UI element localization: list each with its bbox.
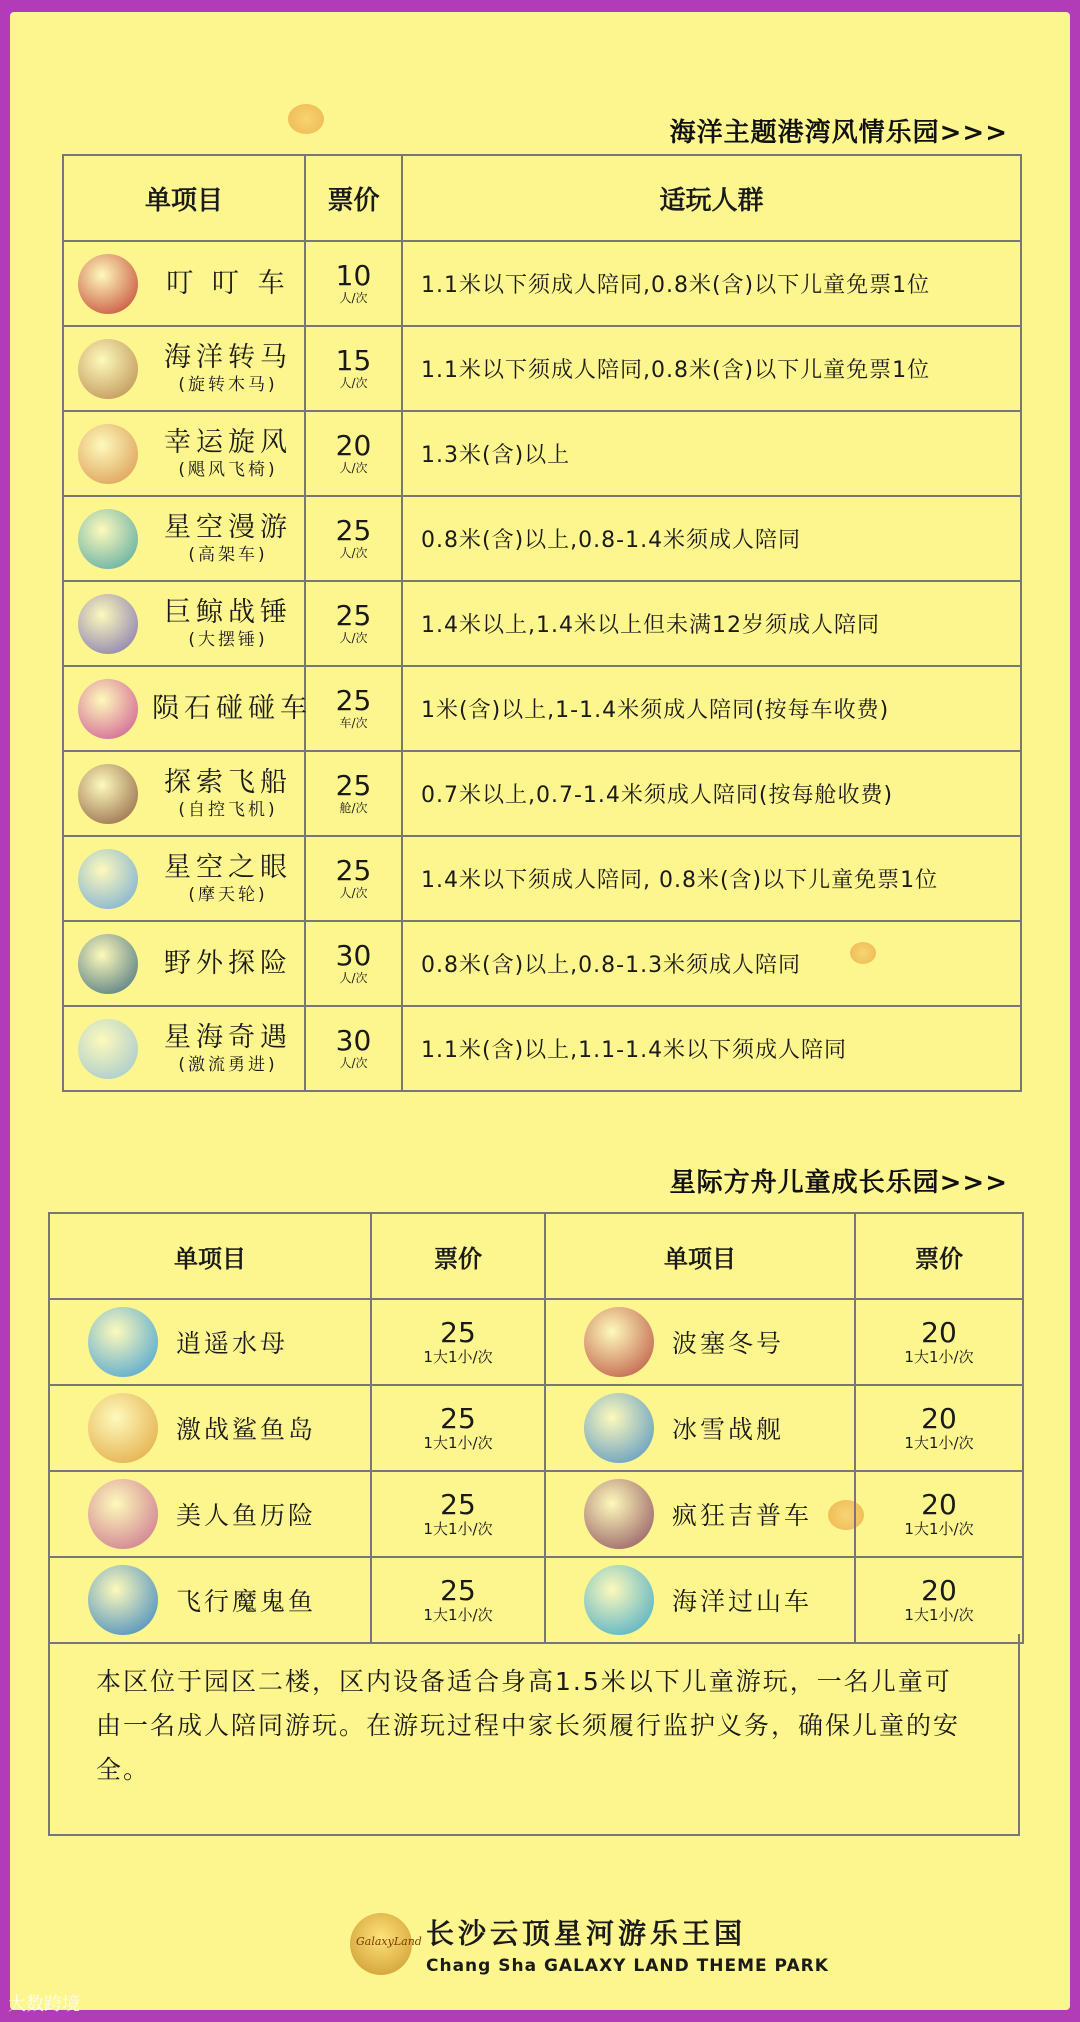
audience-cell: 0.8米(含)以上,0.8-1.3米须成人陪同 [402, 921, 1021, 1006]
ride-photo-icon [78, 934, 138, 994]
ride-name: 幸运旋风 [164, 426, 292, 458]
price-cell [855, 1557, 1023, 1643]
price-value: 25 [335, 598, 372, 632]
table-row [63, 1006, 1021, 1091]
ride-name: 巨鲸战锤 [164, 596, 292, 628]
ride-cell [49, 1557, 371, 1643]
table-row [63, 496, 1021, 581]
price-value: 25 [335, 683, 372, 717]
table-row [63, 411, 1021, 496]
price-value: 30 [335, 938, 372, 972]
ride-photo-icon [78, 254, 138, 314]
table-row [63, 921, 1021, 1006]
ride-photo-icon [88, 1565, 158, 1635]
header-price: 票价 [855, 1213, 1023, 1299]
table-row [63, 326, 1021, 411]
price-cell [371, 1299, 545, 1385]
ride-name: 野外探险 [164, 947, 292, 979]
price-cell [305, 921, 402, 1006]
ride-cell [63, 836, 305, 921]
price-value: 20 [921, 1402, 957, 1435]
ride-name: 飞行魔鬼鱼 [176, 1587, 317, 1616]
ride-photo-icon [78, 424, 138, 484]
ride-photo-icon [584, 1565, 654, 1635]
ride-name: 海洋转马 [164, 341, 292, 373]
header-price: 票价 [371, 1213, 545, 1299]
ride-cell [63, 666, 312, 751]
audience-cell: 1米(含)以上,1-1.4米须成人陪同(按每车收费) [402, 666, 1021, 751]
ride-alias: (摩天轮) [188, 884, 268, 905]
ride-name: 星海奇遇 [164, 1021, 292, 1053]
price-value: 15 [335, 343, 372, 377]
price-value: 20 [335, 428, 372, 462]
table-row [49, 1557, 1023, 1643]
audience-cell: 1.4米以上,1.4米以上但未满12岁须成人陪同 [402, 581, 1021, 666]
ride-photo-icon [78, 849, 138, 909]
audience-cell: 1.1米以下须成人陪同,0.8米(含)以下儿童免票1位 [402, 326, 1021, 411]
ride-cell [545, 1557, 855, 1643]
price-unit: 舱/次 [339, 800, 368, 815]
ride-name: 疯狂吉普车 [672, 1501, 813, 1530]
price-unit: 1大1小/次 [423, 1606, 493, 1624]
price-unit: 1大1小/次 [904, 1348, 974, 1366]
ride-photo-icon [88, 1307, 158, 1377]
audience-cell: 1.4米以下须成人陪同, 0.8米(含)以下儿童免票1位 [402, 836, 1021, 921]
ride-name: 逍遥水母 [176, 1329, 289, 1358]
price-value: 25 [440, 1488, 476, 1521]
galaxy-land-logo: GalaxyLand [350, 1913, 412, 1975]
park-name-en: Chang Sha GALAXY LAND THEME PARK [426, 1956, 829, 1976]
table-row [63, 666, 1021, 751]
ride-photo-icon [78, 679, 138, 739]
ride-cell [63, 411, 305, 496]
ride-photo-icon [78, 1019, 138, 1079]
audience-cell: 0.7米以上,0.7-1.4米须成人陪同(按每舱收费) [402, 751, 1021, 836]
price-value: 25 [440, 1402, 476, 1435]
table-row [63, 751, 1021, 836]
price-value: 25 [335, 513, 372, 547]
ride-name: 波塞冬号 [672, 1329, 785, 1358]
price-cell [855, 1299, 1023, 1385]
ride-name: 冰雪战舰 [672, 1415, 785, 1444]
price-unit: 1大1小/次 [904, 1520, 974, 1538]
ride-photo-icon [78, 764, 138, 824]
ride-name: 激战鲨鱼岛 [176, 1415, 317, 1444]
price-cell [305, 836, 402, 921]
ride-cell [63, 496, 305, 581]
price-cell [305, 411, 402, 496]
watermark: 大数跨境 [8, 1994, 80, 2015]
price-unit: 人/次 [339, 1055, 368, 1070]
price-cell [305, 581, 402, 666]
ride-alias: (自控飞机) [178, 799, 278, 820]
header-audience: 适玩人群 [402, 155, 1021, 241]
ride-photo-icon [78, 594, 138, 654]
ride-name: 星空漫游 [164, 511, 292, 543]
price-unit: 1大1小/次 [423, 1434, 493, 1452]
price-cell [855, 1471, 1023, 1557]
price-value: 20 [921, 1488, 957, 1521]
price-cell [371, 1557, 545, 1643]
price-value: 20 [921, 1574, 957, 1607]
ride-photo-icon [78, 509, 138, 569]
section-title-ocean: 海洋主题港湾风情乐园>>> [669, 118, 1008, 148]
price-value: 25 [440, 1574, 476, 1607]
price-cell [305, 1006, 402, 1091]
ride-alias: (激流勇进) [178, 1054, 278, 1075]
ride-cell [49, 1385, 371, 1471]
ride-photo-icon [584, 1307, 654, 1377]
price-cell [855, 1385, 1023, 1471]
price-cell [371, 1385, 545, 1471]
ride-cell [63, 1006, 305, 1091]
price-unit: 人/次 [339, 970, 368, 985]
audience-cell: 1.1米以下须成人陪同,0.8米(含)以下儿童免票1位 [402, 241, 1021, 326]
ride-cell [49, 1471, 371, 1557]
ride-name: 星空之眼 [164, 851, 292, 883]
table-header-row [63, 155, 1021, 241]
table-row [63, 241, 1021, 326]
table-row [49, 1471, 1023, 1557]
table-header-row [49, 1213, 1023, 1299]
park-name-cn: 长沙云顶星河游乐王国 [426, 1917, 747, 1950]
ride-name: 探索飞船 [164, 766, 292, 798]
ride-cell [63, 326, 305, 411]
table-row [49, 1385, 1023, 1471]
header-item: 单项目 [63, 155, 305, 241]
ride-cell [545, 1471, 855, 1557]
ride-alias: (飓风飞椅) [178, 459, 278, 480]
ride-photo-icon [584, 1479, 654, 1549]
header-item: 单项目 [49, 1213, 371, 1299]
ride-photo-icon [88, 1479, 158, 1549]
audience-cell: 1.1米(含)以上,1.1-1.4米以下须成人陪同 [402, 1006, 1021, 1091]
price-unit: 1大1小/次 [904, 1434, 974, 1452]
section-title-kids: 星际方舟儿童成长乐园>>> [669, 1168, 1008, 1198]
price-cell [305, 666, 402, 751]
price-cell [305, 751, 402, 836]
ride-cell [63, 751, 305, 836]
ride-name: 海洋过山车 [672, 1587, 813, 1616]
ride-cell [545, 1385, 855, 1471]
audience-cell: 1.3米(含)以上 [402, 411, 1021, 496]
price-value: 10 [335, 258, 372, 292]
notice-text: 本区位于园区二楼，区内设备适合身高1.5米以下儿童游玩，一名儿童可由一名成人陪同游玩。在游玩过程中家长须履行监护义务，确保儿童的安全。 [48, 1634, 1020, 1836]
price-unit: 1大1小/次 [904, 1606, 974, 1624]
price-unit: 人/次 [339, 290, 368, 305]
ride-name: 陨石碰碰车 [152, 692, 312, 724]
price-cell [371, 1471, 545, 1557]
ride-photo-icon [584, 1393, 654, 1463]
price-unit: 1大1小/次 [423, 1348, 493, 1366]
table-row [49, 1299, 1023, 1385]
kids-ticket-table [48, 1212, 1024, 1644]
ride-cell [63, 241, 305, 326]
price-cell [305, 241, 402, 326]
footer [350, 1912, 829, 1976]
ride-name: 叮 叮 车 [166, 267, 290, 299]
cartoon-mascot-icon [288, 104, 324, 134]
ride-photo-icon [78, 339, 138, 399]
ride-alias: (高架车) [188, 544, 268, 565]
price-unit: 1大1小/次 [423, 1520, 493, 1538]
ride-cell [49, 1299, 371, 1385]
ride-cell [63, 921, 305, 1006]
price-value: 25 [335, 853, 372, 887]
price-value: 25 [335, 768, 372, 802]
price-cell [305, 496, 402, 581]
price-unit: 人/次 [339, 545, 368, 560]
price-value: 25 [440, 1316, 476, 1349]
audience-cell: 0.8米(含)以上,0.8-1.4米须成人陪同 [402, 496, 1021, 581]
header-price: 票价 [305, 155, 402, 241]
price-value: 20 [921, 1316, 957, 1349]
price-unit: 人/次 [339, 630, 368, 645]
price-unit: 人/次 [339, 375, 368, 390]
ride-cell [545, 1299, 855, 1385]
ride-cell [63, 581, 305, 666]
price-unit: 人/次 [339, 885, 368, 900]
ride-alias: (大摆锤) [188, 629, 268, 650]
ride-alias: (旋转木马) [178, 374, 278, 395]
ocean-ticket-table [62, 154, 1022, 1092]
header-item: 单项目 [545, 1213, 855, 1299]
price-value: 30 [335, 1023, 372, 1057]
price-cell [305, 326, 402, 411]
ride-photo-icon [88, 1393, 158, 1463]
table-row [63, 836, 1021, 921]
price-unit: 人/次 [339, 460, 368, 475]
price-unit: 车/次 [339, 715, 368, 730]
poster [10, 12, 1070, 2010]
ride-name: 美人鱼历险 [176, 1501, 317, 1530]
table-row [63, 581, 1021, 666]
